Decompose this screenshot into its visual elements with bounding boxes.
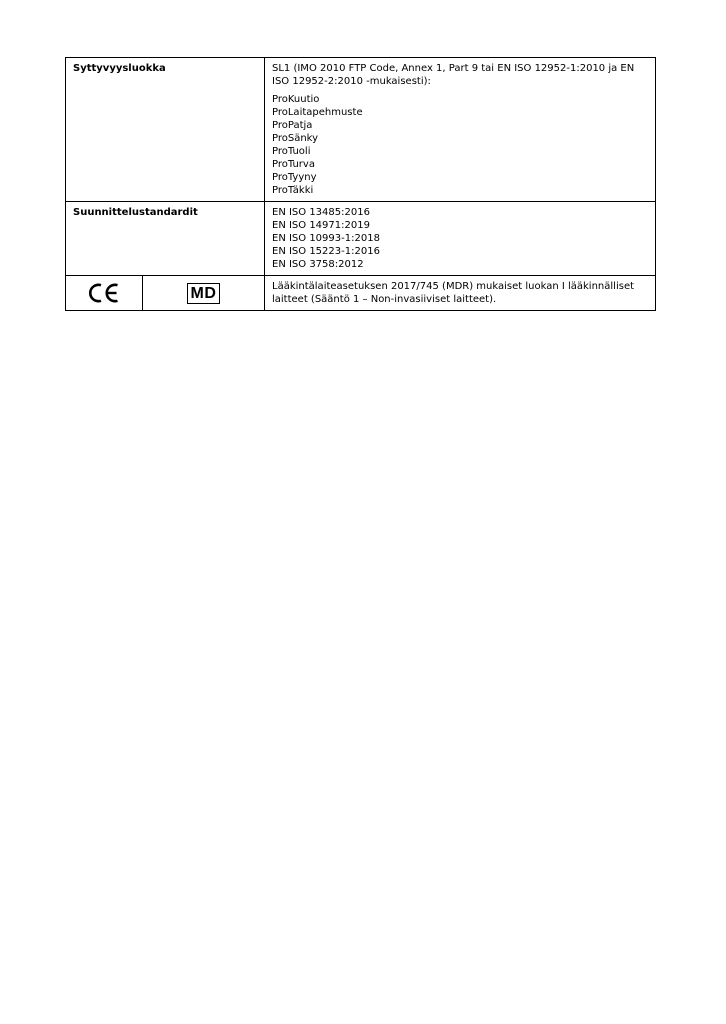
product-item: ProTäkki bbox=[272, 185, 314, 196]
design-standards-row bbox=[66, 202, 656, 276]
md-cell bbox=[143, 276, 265, 311]
classification-value bbox=[265, 276, 656, 311]
spec-table bbox=[65, 57, 656, 311]
flammability-standard-text: SL1 (IMO 2010 FTP Code, Annex 1, Part 9 tai EN ISO 12952-1:2010 ja EN ISO 12952-2:2010 -mukaisesti): bbox=[272, 63, 635, 87]
marks-row bbox=[66, 276, 656, 311]
product-item: ProKuutio bbox=[272, 94, 320, 105]
standard-item: EN ISO 14971:2019 bbox=[272, 220, 370, 231]
ce-cell bbox=[66, 276, 143, 311]
standard-item: EN ISO 15223-1:2016 bbox=[272, 246, 380, 257]
md-symbol: MD bbox=[187, 283, 221, 304]
product-item: ProTyyny bbox=[272, 172, 317, 183]
flammability-value bbox=[265, 58, 656, 202]
design-standards-value bbox=[265, 202, 656, 276]
product-item: ProPatja bbox=[272, 120, 313, 131]
ce-mark-icon bbox=[87, 282, 121, 304]
standard-item: EN ISO 10993-1:2018 bbox=[272, 233, 380, 244]
product-item: ProTuoli bbox=[272, 146, 311, 157]
product-item: ProSänky bbox=[272, 133, 319, 144]
design-standards-label: Suunnittelustandardit bbox=[66, 202, 265, 276]
classification-text: Lääkintälaiteasetuksen 2017/745 (MDR) mukaiset luokan I lääkinnälliset laitteet (Sääntö 1 – Non-invasiiviset laitteet). bbox=[272, 281, 635, 305]
product-item: ProLaitapehmuste bbox=[272, 107, 363, 118]
flammability-row bbox=[66, 58, 656, 202]
standard-item: EN ISO 3758:2012 bbox=[272, 259, 364, 270]
product-item: ProTurva bbox=[272, 159, 315, 170]
standard-item: EN ISO 13485:2016 bbox=[272, 207, 370, 218]
flammability-label: Syttyvyysluokka bbox=[66, 58, 265, 202]
